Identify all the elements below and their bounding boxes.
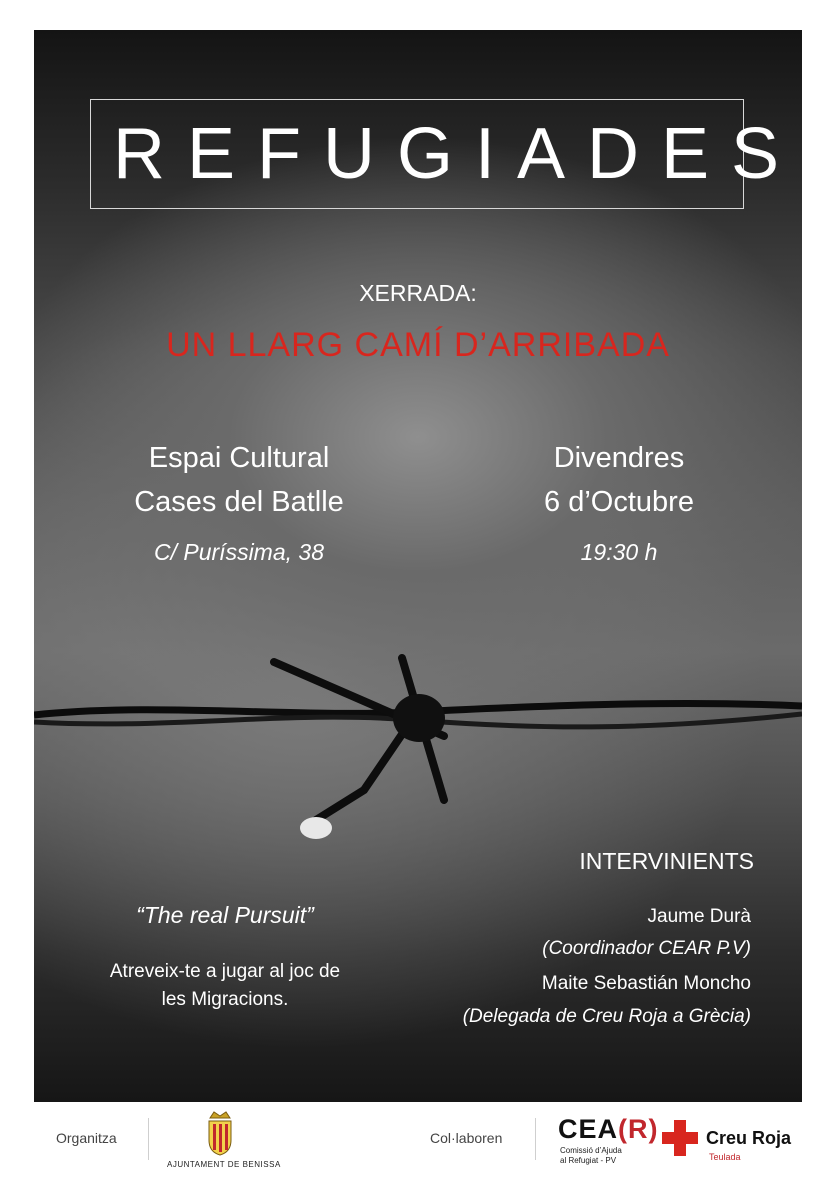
creu-roja-name: Creu Roja (706, 1128, 792, 1148)
coat-of-arms-icon (204, 1110, 236, 1156)
footer-divider (148, 1118, 149, 1160)
date-line-2: 6 d’Octubre (544, 486, 694, 518)
collaborators-label: Col·laboren (430, 1130, 503, 1146)
cear-logo-r: (R) (618, 1114, 659, 1144)
event-date (494, 436, 744, 524)
game-description-line-1: Atreveix-te a jugar al joc de (109, 961, 341, 982)
red-cross-icon (660, 1118, 700, 1158)
game-description (90, 958, 360, 1014)
talk-title: UN LLARG CAMÍ D’ARRIBADA (166, 326, 670, 364)
speaker-role: (Delegada de Creu Roja a Grècia) (462, 1006, 751, 1027)
speaker-name: Maite Sebastián Moncho (541, 973, 751, 994)
game-title: “The real Pursuit” (136, 902, 314, 928)
cear-subtitle (560, 1146, 622, 1166)
event-time: 19:30 h (580, 539, 658, 565)
event-poster (34, 30, 802, 1102)
date-line-1: Divendres (553, 442, 685, 474)
footer-divider (535, 1118, 536, 1160)
speaker-role: (Coordinador CEAR P.V) (542, 938, 751, 959)
game-description-line-2: les Migracions. (161, 989, 289, 1010)
venue-line-1: Espai Cultural (148, 442, 330, 474)
organizer-name: AJUNTAMENT DE BENISSA (167, 1160, 281, 1169)
cear-subtitle-line-2: al Refugiat - PV (560, 1156, 617, 1165)
venue (89, 436, 389, 524)
venue-line-2: Cases del Batlle (134, 486, 344, 518)
speaker-name: Jaume Durà (647, 906, 751, 927)
cear-logo-text: CEA (558, 1114, 619, 1144)
venue-address: C/ Puríssima, 38 (154, 539, 324, 565)
cear-logo (558, 1114, 659, 1145)
speakers-heading: INTERVINIENTS (579, 848, 754, 874)
talk-label: XERRADA: (359, 280, 477, 306)
organizer-label: Organitza (56, 1130, 117, 1146)
creu-roja-branch: Teulada (709, 1152, 741, 1162)
title-frame (90, 99, 802, 209)
cear-subtitle-line-1: Comissió d’Ajuda (560, 1146, 622, 1155)
poster-title: REFUGIADES (113, 114, 802, 194)
